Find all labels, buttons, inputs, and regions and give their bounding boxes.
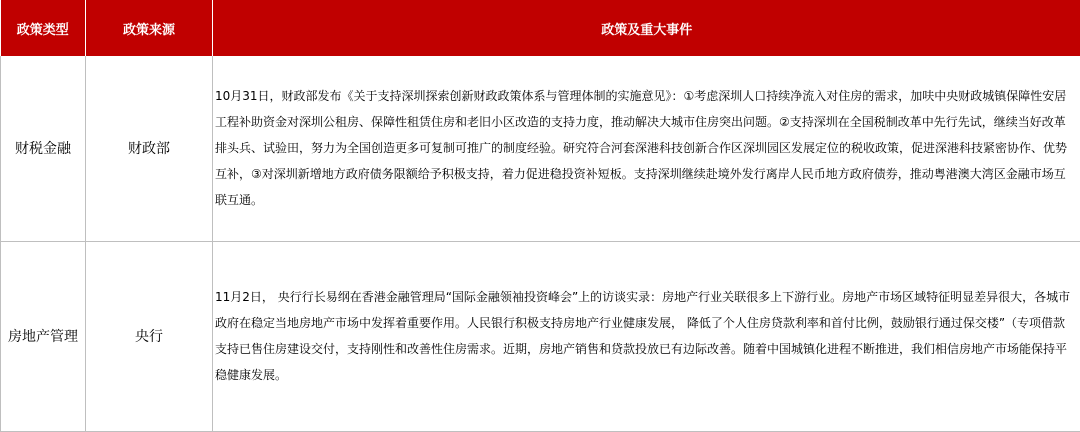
header-policy-source: 政策来源 (86, 0, 213, 56)
table-body (1, 56, 1080, 432)
policy-type-cell: 财税金融 (1, 56, 86, 241)
table-header (1, 0, 1080, 56)
header-policy-type: 政策类型 (1, 0, 86, 56)
policy-type-cell: 房地产管理 (1, 241, 86, 431)
policy-content-cell: 11月2日， 央行行长易纲在香港金融管理局“国际金融领袖投资峰会”上的访谈实录：房地产行业关联很多上下游行业。房地产市场区域特征明显差异很大，各城市政府在稳定当地房地产市场中发挥着重要作用。人民银行积极支持房地产行业健康发展， 降低了个人住房贷款利率和首付比例，鼓励银行通过保交楼”（专项借款支持已售住房建设交付，支持刚性和改善性住房需求。近期，房地产销售和贷款投放已有边际改善。随着中国城镇化进程不断推进，我们相信房地产市场能保持平稳健康发展。 (213, 241, 1080, 431)
table-row (1, 56, 1080, 241)
policy-content-cell: 10月31日，财政部发布《关于支持深圳探索创新财政政策体系与管理体制的实施意见》：①考虑深圳人口持续净流入对住房的需求，加呋中央财政城镇保障性安居工程补助资金对深圳公租房、保障性租赁住房和老旧小区改造的支持力度，推动解决大城市住房突出问题。②支持深圳在全国税制改革中先行先试，继续当好改革排头兵、试验田，努力为全国创造更多可复制可推广的制度经验。研究符合河套深港科技创新合作区深圳园区发展定位的税收政策，促进深港科技紧密协作、优势互补，③对深圳新增地方政府债务限额给予积极支持，着力促进稳投资补短板。支持深圳继续赴境外发行离岸人民币地方政府债券，推动粤港澳大湾区金融市场互联互通。 (213, 56, 1080, 241)
header-policy-events: 政策及重大事件 (213, 0, 1080, 56)
table-row (1, 241, 1080, 431)
policy-source-cell: 财政部 (86, 56, 213, 241)
policy-source-cell: 央行 (86, 241, 213, 431)
header-row (1, 0, 1080, 56)
